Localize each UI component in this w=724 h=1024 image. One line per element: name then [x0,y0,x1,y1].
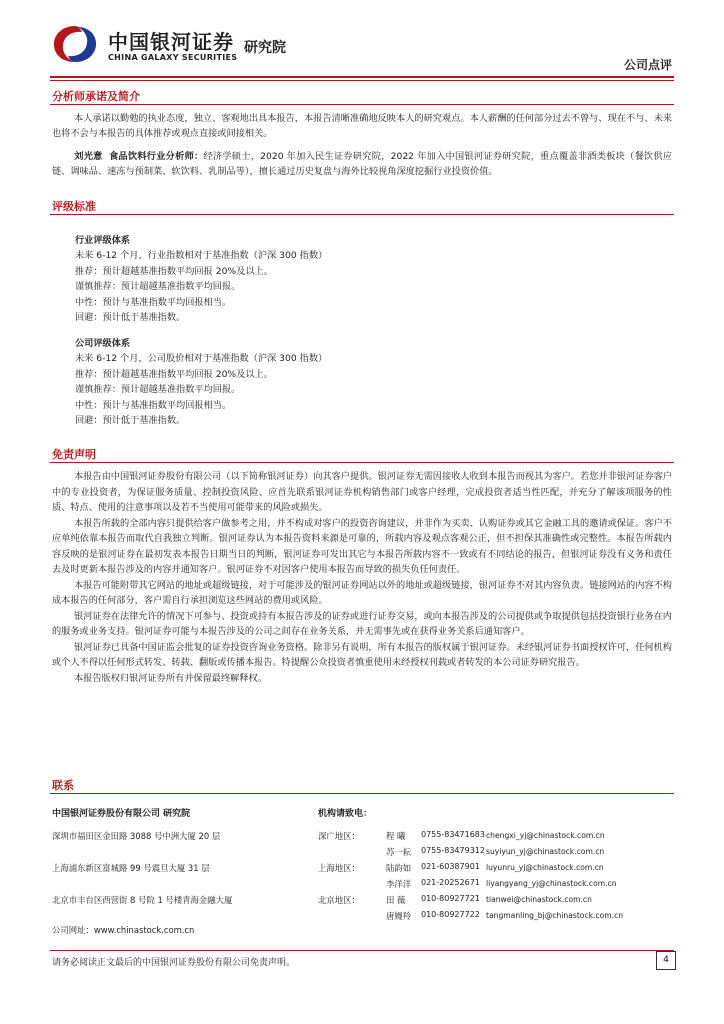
commitment-text: 本人承诺以勤勉的执业态度，独立、客观地出具本报告，本报告清晰准确地反映本人的研究观点。本人薪酬的任何部分过去不曾与、现在不与、未来也将不会与本报告的具体推荐或观点直接或间接相关。 [52,113,672,139]
disclaimer-paragraph-text: 银河证券已具备中国证监会批复的证券投资咨询业务资格。除非另有说明，所有本报告的版权属于银河证券。未经银河证券书面授权许可，任何机构或个人不得以任何形式转发、转载、翻版或传播本报告。特提醒公众投资者慎重使用未经授权刊载或者转发的本公司证券研究报告。 [52,641,672,668]
contact-name: 田 薇 [386,895,406,905]
contact-name: 程 曦 [386,831,406,841]
industry-rating-line: 谨慎推荐：预计超越基准指数平均回报。 [75,281,241,293]
section-divider [50,462,674,463]
company-name: 中国银河证券股份有限公司 研究院 [52,809,191,819]
section-divider [50,214,674,215]
disclaimer-paragraph [52,609,672,640]
analyst-role: 食品饮料行业分析师： [108,151,204,162]
contact-email[interactable]: suyiyun_yj@chinastock.com.cn [486,847,605,856]
disclaimer-paragraph [52,671,672,687]
industry-rating-block [75,233,327,325]
company-rating-line: 推荐：预计超越基准指数平均回报 20%及以上。 [75,368,273,380]
disclaimer-paragraph [52,516,672,578]
company-rating-line: 谨慎推荐：预计超越基准指数平均回报。 [75,384,241,396]
contact-phone: 010-80927721 [421,894,480,903]
brand-name-en: CHINA GALAXY SECURITIES [108,53,238,62]
region-shenzhen: 深广地区： [318,831,360,841]
disclaimer-paragraph [52,640,672,671]
disclaimer-paragraph [52,469,672,516]
sales-title: 机构请致电： [318,809,373,819]
company-rating-block [75,336,327,428]
footer-notice: 请务必阅读正文最后的中国银河证券股份有限公司免责声明。 [52,958,296,968]
disclaimer-paragraph-text: 本报告版权归银河证券所有并保留最终解释权。 [74,672,267,684]
address-shenzhen: 深圳市福田区金田路 3088 号中洲大厦 20 层 [52,831,221,841]
contact-name: 唐嫚羚 [386,911,412,921]
contact-phone: 021-60387901 [421,862,480,871]
contact-phone: 0755-83479312 [421,846,485,855]
contact-email[interactable]: luyunru_yj@chinastock.com.cn [486,863,604,872]
header-divider-thin [50,80,674,81]
contact-email[interactable]: tianwei@chinastock.com.cn [486,895,592,904]
address-shanghai: 上海浦东新区富城路 99 号震旦大厦 31 层 [52,863,210,873]
analyst-commitment [52,111,672,141]
document-type: 公司点评 [623,58,672,72]
company-rating-title: 公司评级体系 [75,338,131,349]
contact-email[interactable]: liyangyang_yj@chinastock.com.cn [486,879,617,888]
industry-rating-line: 推荐：预计超越基准指数平均回报 20%及以上。 [75,265,273,277]
galaxy-logo-icon [50,22,100,66]
analyst-bio-text: 经济学硕士，2020 年加入民生证券研究院，2022 年加入中国银河证券研究院，重点覆盖非酒类板块（餐饮供应链、调味品、速冻与预制菜、软饮料、乳制品等），擅长通过历史复盘与海外比较视角深度挖掘行业投资价值。 [52,151,673,177]
industry-rating-line: 未来 6-12 个月，行业指数相对于基准指数（沪深 300 指数） [75,250,328,262]
analyst-name: 刘光意 [74,151,103,162]
contact-phone: 0755-83471683 [421,830,485,839]
company-rating-line: 未来 6-12 个月，公司股价相对于基准指数（沪深 300 指数） [75,353,328,365]
contact-phone: 010-80927722 [421,910,480,919]
company-rating-line: 中性：预计与基准指数平均回报相当。 [75,399,232,411]
contact-email[interactable]: tangmanling_bj@chinastock.com.cn [486,911,624,920]
disclaimer-paragraph [52,578,672,609]
contact-name: 李洋洋 [386,879,412,889]
analyst-bio [52,149,672,179]
contact-email[interactable]: chengxi_yj@chinastock.com.cn [486,831,605,840]
company-rating-line: 回避：预计低于基准指数。 [75,415,186,427]
brand-subtitle: 研究院 [244,40,286,56]
industry-rating-line: 回避：预计低于基准指数。 [75,312,186,324]
company-website[interactable]: 公司网址：www.chinastock.com.cn [52,925,195,935]
disclaimer-body [52,469,672,686]
disclaimer-paragraph-text: 本报告所载的全部内容只提供给客户做参考之用，并不构成对客户的投资咨询建议，并非作为买卖、认购证券或其它金融工具的邀请或保证。客户不应单纯依靠本报告而取代自我独立判断。银河证券认为本报告资料来源是可靠的，所载内容及观点客观公正，但不担保其准确性或完整性。本报告所载内容反映的是银河证券在最初发表本报告日期当日的判断，银河证券可发出其它与本报告所载内容不一致或有不同结论的报告，但银河证券没有义务和责任去及时更新本报告涉及的内容并通知客户。银河证券不对因客户使用本报告而导致的损失负任何责任。 [52,517,672,575]
industry-rating-title: 行业评级体系 [75,235,131,246]
contact-phone: 021-20252671 [421,878,480,887]
contact-section-title: 联系 [52,779,74,792]
disclaimer-paragraph-text: 本报告由中国银河证券股份有限公司（以下简称银河证券）向其客户提供。银河证券无需因接收人收到本报告而视其为客户。若您并非银河证券客户中的专业投资者，为保证服务质量、控制投资风险、应首先联系银河证券机构销售部门或客户经理，完成投资者适当性匹配，并充分了解该项服务的性质、特点、使用的注意事项以及若不当使用可能带来的风险或损失。 [52,471,672,513]
disclaimer-section-title: 免责声明 [52,448,96,461]
section-divider [50,793,674,794]
industry-rating-line: 中性：预计与基准指数平均回报相当。 [75,296,232,308]
brand-name-cn: 中国银河证券 [108,30,234,54]
disclaimer-paragraph-text: 银河证券在法律允许的情况下可参与、投资或持有本报告涉及的证券或进行证券交易，或向本报告涉及的公司提供或争取提供包括投资银行业务在内的服务或业务支持。银河证券可能与本报告涉及的公司之间存在业务关系，并无需事先或在获得业务关系后通知客户。 [52,610,672,637]
region-shanghai: 上海地区： [318,863,360,873]
page-number: 4 [656,951,676,970]
contact-name: 陆韵如 [386,863,412,873]
region-beijing: 北京地区： [318,895,360,905]
contact-name: 苏一耘 [386,847,412,857]
rating-section-title: 评级标准 [52,200,96,213]
section-divider [50,104,674,105]
header-divider [50,76,674,78]
disclaimer-paragraph-text: 本报告可能附带其它网站的地址或超级链接，对于可能涉及的银河证券网站以外的地址或超级链接，银河证券不对其内容负责。链接网站的内容不构成本报告的任何部分，客户需自行承担浏览这些网站的费用或风险。 [52,579,672,606]
analyst-section-title: 分析师承诺及简介 [52,90,140,103]
address-beijing: 北京市丰台区西营街 8 号院 1 号楼青海金融大厦 [52,895,233,905]
footer-divider [50,950,674,951]
